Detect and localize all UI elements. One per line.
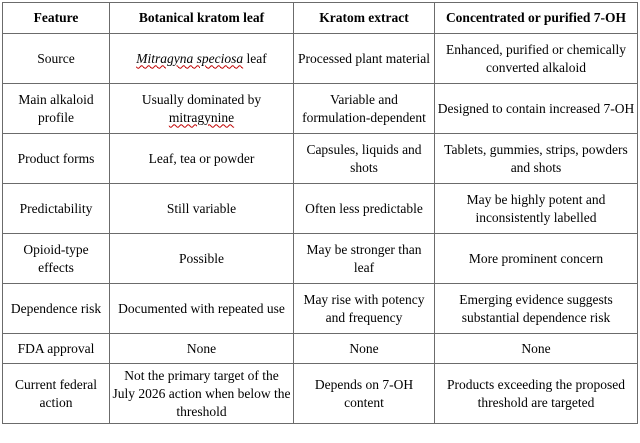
header-row xyxy=(3,3,638,34)
leaf-cell: Documented with repeated use xyxy=(110,284,294,334)
comparison-table-container xyxy=(2,2,637,440)
extract-cell: Processed plant material xyxy=(294,34,435,84)
table-row xyxy=(3,364,638,424)
leaf-cell: Still variable xyxy=(110,184,294,234)
table-row xyxy=(3,184,638,234)
table-row xyxy=(3,234,638,284)
leaf-cell: Possible xyxy=(110,234,294,284)
concentrated-cell: Tablets, gummies, strips, powders and shots xyxy=(435,134,638,184)
leaf-cell xyxy=(110,34,294,84)
header-feature: Feature xyxy=(3,3,110,34)
leaf-cell: None xyxy=(110,334,294,364)
extract-cell: Capsules, liquids and shots xyxy=(294,134,435,184)
extract-cell: May rise with potency and frequency xyxy=(294,284,435,334)
concentrated-cell: None xyxy=(435,334,638,364)
table-row xyxy=(3,334,638,364)
extract-cell: Depends on 7-OH content xyxy=(294,364,435,424)
extract-cell: None xyxy=(294,334,435,364)
feature-cell: Dependence risk xyxy=(3,284,110,334)
leaf-cell xyxy=(110,84,294,134)
concentrated-cell: Designed to contain increased 7-OH xyxy=(435,84,638,134)
concentrated-cell: Products exceeding the proposed threshold are targeted xyxy=(435,364,638,424)
concentrated-cell: Enhanced, purified or chemically converted alkaloid xyxy=(435,34,638,84)
table-row xyxy=(3,34,638,84)
concentrated-cell: More prominent concern xyxy=(435,234,638,284)
feature-cell: Predictability xyxy=(3,184,110,234)
kratom-comparison-table xyxy=(2,2,638,424)
feature-cell: Product forms xyxy=(3,134,110,184)
header-kratom-extract: Kratom extract xyxy=(294,3,435,34)
header-concentrated-7oh: Concentrated or purified 7-OH xyxy=(435,3,638,34)
table-row xyxy=(3,84,638,134)
header-botanical-leaf: Botanical kratom leaf xyxy=(110,3,294,34)
concentrated-cell: May be highly potent and inconsistently labelled xyxy=(435,184,638,234)
extract-cell: Often less predictable xyxy=(294,184,435,234)
feature-cell: FDA approval xyxy=(3,334,110,364)
feature-cell: Main alkaloid profile xyxy=(3,84,110,134)
leaf-cell: Not the primary target of the July 2026 action when below the threshold xyxy=(110,364,294,424)
scientific-name: Mitragyna speciosa xyxy=(136,50,244,66)
feature-cell: Source xyxy=(3,34,110,84)
leaf-cell: Leaf, tea or powder xyxy=(110,134,294,184)
extract-cell: Variable and formulation-dependent xyxy=(294,84,435,134)
feature-cell: Current federal action xyxy=(3,364,110,424)
extract-cell: May be stronger than leaf xyxy=(294,234,435,284)
feature-cell: Opioid-type effects xyxy=(3,234,110,284)
concentrated-cell: Emerging evidence suggests substantial dependence risk xyxy=(435,284,638,334)
leaf-cell-text: Usually dominated by xyxy=(141,91,262,107)
table-row xyxy=(3,134,638,184)
leaf-cell-text: leaf xyxy=(243,50,267,66)
alkaloid-term: mitragynine xyxy=(168,109,235,125)
table-row xyxy=(3,284,638,334)
